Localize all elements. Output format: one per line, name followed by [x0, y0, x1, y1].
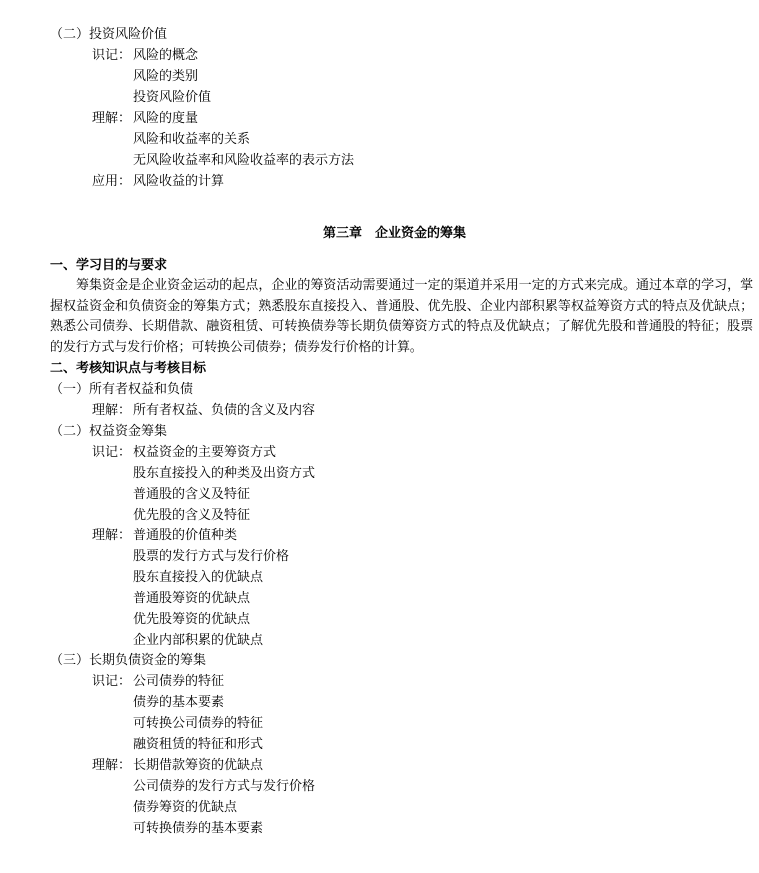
- recall-item: 风险的概念: [133, 48, 199, 63]
- recall-item: 优先股的含义及特征: [133, 508, 251, 523]
- understand-item: 企业内部积累的优缺点: [133, 633, 264, 648]
- recall-item: 风险的类别: [133, 69, 199, 84]
- apply-label: 应用：: [92, 174, 132, 189]
- recall-label: 识记：: [92, 674, 132, 689]
- exam-heading: 二、考核知识点与考核目标: [50, 361, 207, 376]
- recall-item: 股东直接投入的种类及出资方式: [133, 466, 316, 481]
- understand-item: 股票的发行方式与发行价格: [133, 549, 290, 564]
- recall-item: 权益资金的主要筹资方式: [133, 445, 277, 460]
- recall-item: 债券的基本要素: [133, 695, 225, 710]
- understand-item: 股东直接投入的优缺点: [133, 570, 264, 585]
- subsection-heading-long-term-debt: （三）长期负债资金的筹集: [50, 653, 207, 668]
- understand-item: 风险的度量: [133, 111, 199, 126]
- subsection-heading-risk-value: （二）投资风险价值: [50, 27, 168, 42]
- subsection-heading-equity-funding: （二）权益资金筹集: [50, 424, 168, 439]
- understand-item: 普通股筹资的优缺点: [133, 591, 251, 606]
- recall-item: 普通股的含义及特征: [133, 487, 251, 502]
- understand-item: 公司债券的发行方式与发行价格: [133, 779, 316, 794]
- goals-heading: 一、学习目的与要求: [50, 258, 168, 273]
- recall-label: 识记：: [92, 48, 132, 63]
- understand-item: 普通股的价值种类: [133, 528, 238, 543]
- recall-item: 公司债券的特征: [133, 674, 225, 689]
- understand-item: 所有者权益、负债的含义及内容: [133, 403, 316, 418]
- recall-label: 识记：: [92, 445, 132, 460]
- understand-item: 风险和收益率的关系: [133, 132, 251, 147]
- goals-paragraph: 筹集资金是企业资金运动的起点，企业的筹资活动需要通过一定的渠道并采用一定的方式来完成。通过本章的学习，掌握权益资金和负债资金的筹集方式；熟悉股东直接投入、普通股、优先股、企业内部积累等权益筹资方式的特点及优缺点；熟悉公司债券、长期借款、融资租赁、可转换债券等长期负债筹资方式的特点及优缺点；了解优先股和普通股的特征；股票的发行方式与发行价格；可转换公司债券；债券发行价格的计算。: [50, 278, 753, 355]
- subsection-heading-equity-liability: （一）所有者权益和负债: [50, 382, 194, 397]
- apply-item: 风险收益的计算: [133, 174, 225, 189]
- recall-item: 投资风险价值: [133, 90, 212, 105]
- understand-label: 理解：: [92, 111, 132, 126]
- recall-item: 融资租赁的特征和形式: [133, 737, 264, 752]
- understand-item: 无风险收益率和风险收益率的表示方法: [133, 153, 355, 168]
- understand-item: 优先股筹资的优缺点: [133, 612, 251, 627]
- understand-label: 理解：: [92, 403, 132, 418]
- understand-item: 可转换债券的基本要素: [133, 821, 264, 836]
- understand-label: 理解：: [92, 758, 132, 773]
- chapter-title: 第三章 企业资金的筹集: [323, 226, 467, 241]
- understand-item: 债券筹资的优缺点: [133, 800, 238, 815]
- recall-item: 可转换公司债券的特征: [133, 716, 264, 731]
- understand-item: 长期借款筹资的优缺点: [133, 758, 264, 773]
- understand-label: 理解：: [92, 528, 132, 543]
